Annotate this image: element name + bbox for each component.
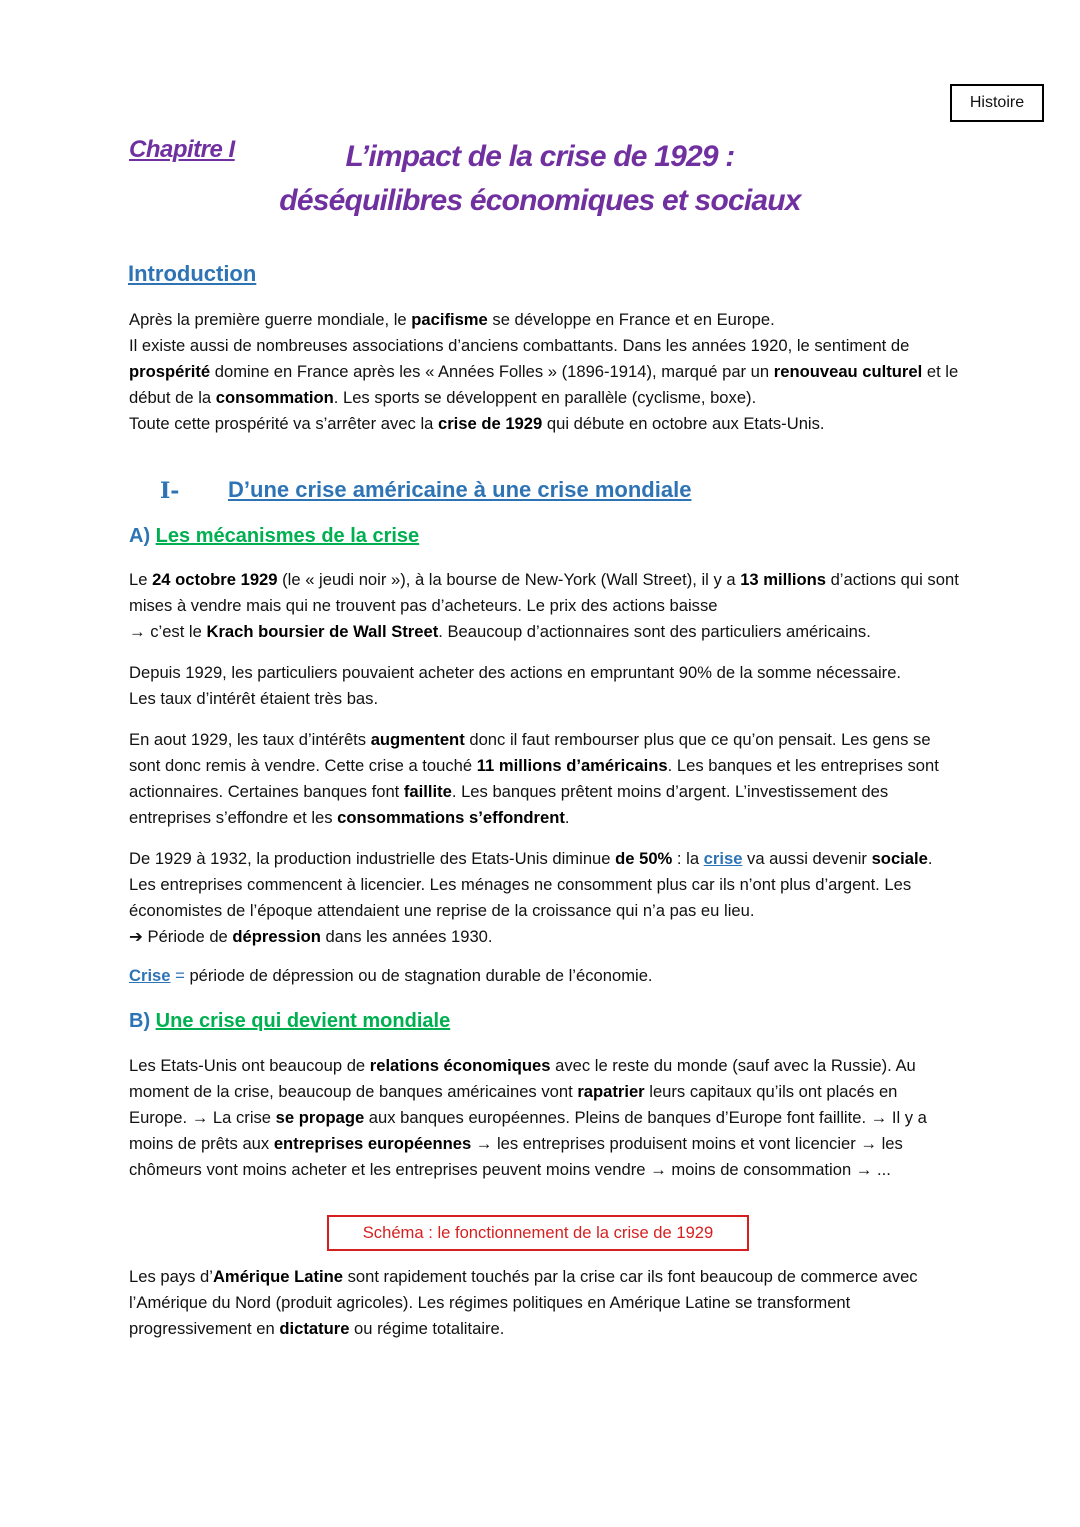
section-title: D’une crise américaine à une crise mondiale [228, 477, 692, 502]
page-title-line1: L’impact de la crise de 1929 : [345, 140, 735, 173]
crise-definition: Crise = période de dépression ou de stagnation durable de l’économie. [129, 966, 653, 985]
schema-box: Schéma : le fonctionnement de la crise de 1929 [327, 1215, 749, 1251]
subA-paragraph-2: Depuis 1929, les particuliers pouvaient acheter des actions en empruntant 90% de la somme nécessaire. Les taux d’intérêt étaient très bas. [129, 663, 902, 708]
page-title-line2: déséquilibres économiques et sociaux [279, 184, 801, 217]
subA-paragraph-4: De 1929 à 1932, la production industrielle des Etats-Unis diminue de 50% : la crise va aussi devenir sociale. Les entreprises commencent à licencier. Les ménages ne consomment plus car ils n’ont plus d’argent. Les économistes de l’époque attendaient une reprise de la croissance qui n’a pas eu lieu. ➔ Période de dépression dans les années 1930. [129, 849, 933, 946]
subsection-a-heading: A) Les mécanismes de la crise [129, 525, 420, 547]
subA-paragraph-3: En aout 1929, les taux d’intérêts augmentent donc il faut rembourser plus que ce qu’on pensait. Les gens se sont donc remis à vendre. Cette crise a touché 11 millions d’américains. Les banques et les entreprises sont actionnaires. Certaines banques font faillite. Les banques prêtent moins d’argent. L’investissement des entreprises s’effondre et les consommations s’effondrent. [129, 730, 939, 827]
crise-term-link[interactable]: Crise [129, 966, 171, 985]
subject-tag: Histoire [950, 84, 1044, 122]
subB-paragraph-1: Les Etats-Unis ont beaucoup de relations économiques avec le reste du monde (sauf avec la Russie). Au moment de la crise, beaucoup de banques américaines vont rapatrier leurs capitaux qu’ils ont placés en Europe. → La crise se propage aux banques européennes. Pleins de banques d’Europe font faillite. → Il y a moins de prêts aux entreprises européennes → les entreprises produisent moins et vont licencier → les chômeurs vont moins acheter et les entreprises peuvent moins vendre → moins de consommation → ... [129, 1056, 927, 1179]
section-number: I- [160, 478, 180, 504]
chapter-label: Chapitre I [129, 136, 235, 163]
subsection-b-heading: B) Une crise qui devient mondiale [129, 1010, 451, 1032]
intro-paragraph: Après la première guerre mondiale, le pacifisme se développe en France et en Europe. Il existe aussi de nombreuses associations d’anciens combattants. Dans les années 1920, le sentiment de prospérité domine en France après les « Années Folles » (1896-1914), marqué par un renouveau culturel et le début de la consommation. Les sports se développent en parallèle (cyclisme, boxe). Toute cette prospérité va s’arrêter avec la crise de 1929 qui débute en octobre aux Etats-Unis. [129, 310, 959, 433]
crise-definition-link[interactable]: crise [703, 849, 743, 868]
intro-heading: Introduction [128, 261, 257, 286]
subB-paragraph-2: Les pays d’Amérique Latine sont rapidement touchés par la crise car ils font beaucoup de commerce avec l’Amérique du Nord (produit agricoles). Les régimes politiques en Amérique Latine se transforment progressivement en dictature ou régime totalitaire. [129, 1267, 918, 1338]
subA-paragraph-1: Le 24 octobre 1929 (le « jeudi noir »), à la bourse de New-York (Wall Street), il y a 13 millions d’actions qui sont mises à vendre mais qui ne trouvent pas d’acheteurs. Le prix des actions baisse → c’est le Krach boursier de Wall Street. Beaucoup d’actionnaires sont des particuliers américains. [129, 570, 959, 641]
